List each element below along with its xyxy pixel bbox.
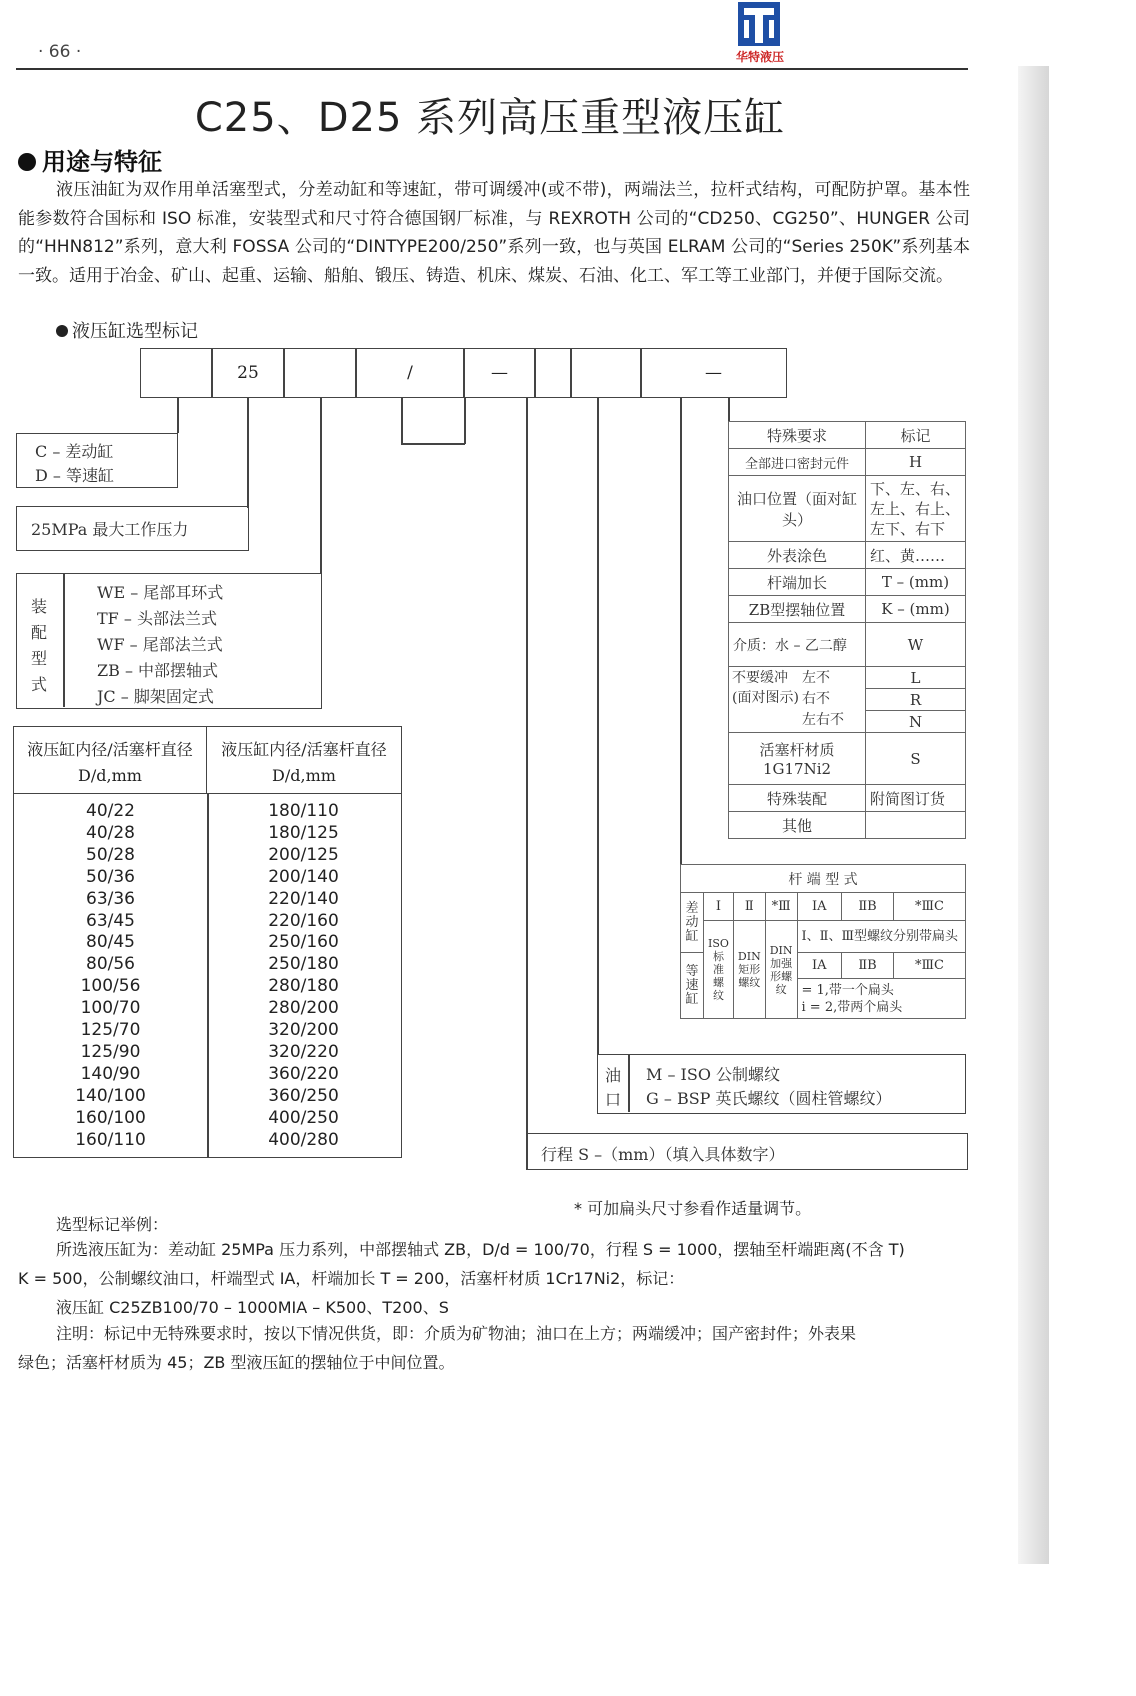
connector-line — [401, 443, 465, 445]
special-req: 活塞杆材质 1G17Ni2 — [729, 733, 866, 785]
size-value: 280/200 — [268, 998, 339, 1019]
special-req: 特殊装配 — [729, 785, 866, 812]
logo-text: 华特液压 — [735, 50, 784, 64]
connector-line — [728, 398, 730, 422]
code-cell-rod-end — [570, 348, 642, 398]
example-heading: 选型标记举例： — [56, 1215, 169, 1234]
mounting-option-tf: TF – 头部法兰式 — [97, 609, 217, 628]
pressure-label: 25MPa 最大工作压力 — [31, 520, 189, 539]
size-value: 100/56 — [80, 976, 141, 997]
port-box — [597, 1054, 966, 1114]
size-header-text: 液压缸内径/活塞杆直径 — [221, 740, 387, 759]
header-rule — [16, 68, 968, 70]
size-value: 63/36 — [86, 888, 135, 909]
section-heading-text: 用途与特征 — [42, 148, 162, 176]
mounting-box — [16, 573, 322, 709]
type-option-d: D – 等速缸 — [35, 466, 115, 485]
special-req: 外表涂色 — [729, 542, 866, 569]
page-number: · 66 · — [38, 42, 82, 62]
rod-end-note — [797, 979, 966, 1019]
size-header-unit: D/d,mm — [272, 766, 336, 785]
size-header-text: 液压缸内径/活塞杆直径 — [27, 740, 193, 759]
rod-end-type: Ⅰ — [704, 893, 734, 921]
cushion-sub: 左右不 — [802, 712, 844, 728]
footnote: * 可加扁头尺寸参看作适量调节。 — [574, 1199, 812, 1218]
cushion-sub: 左不 — [802, 670, 830, 686]
special-req-cushion — [729, 667, 866, 733]
size-value: 280/180 — [268, 976, 339, 997]
subheading-text: 液压缸选型标记 — [72, 321, 198, 342]
special-mark: S — [866, 733, 966, 785]
bore-rod-size-table — [13, 726, 402, 1158]
mounting-option-wf: WF – 尾部法兰式 — [97, 635, 223, 654]
size-value: 180/125 — [268, 822, 339, 843]
code-cell-size: / — [355, 348, 465, 398]
size-value: 250/160 — [268, 932, 339, 953]
mounting-option-we: WE – 尾部耳环式 — [97, 583, 224, 602]
size-header-right — [207, 727, 401, 794]
pressure-box — [16, 506, 249, 551]
code-cell-type — [140, 348, 213, 398]
special-req: 其他 — [729, 812, 866, 839]
brand-logo — [728, 2, 792, 68]
rod-end-type: ⅠA — [797, 893, 842, 921]
rod-end-type: *Ⅲ — [765, 893, 797, 921]
rod-end-type: ⅠA — [797, 953, 842, 979]
mounting-label-char: 式 — [31, 675, 48, 694]
special-mark: K – (mm) — [866, 596, 966, 623]
special-req: 不要缓冲(面对图示) — [732, 670, 799, 706]
size-value: 360/220 — [268, 1063, 339, 1084]
size-value: 140/100 — [75, 1085, 146, 1106]
rod-end-type: ⅡB — [842, 893, 894, 921]
special-req: 全部进口密封元件 — [729, 449, 866, 476]
rod-end-std: DIN矩形螺纹 — [733, 921, 765, 1019]
subheading — [56, 317, 198, 343]
special-mark: 红、黄…… — [866, 542, 966, 569]
size-value: 220/140 — [268, 888, 339, 909]
section-heading — [18, 142, 162, 177]
rod-end-std: DIN加强形螺纹 — [765, 921, 797, 1019]
size-value: 180/110 — [268, 801, 339, 821]
rod-end-left-label: 等速缸 — [681, 953, 704, 1019]
rod-end-note: Ⅰ、Ⅱ、Ⅲ型螺纹分别带扁头 — [797, 921, 966, 953]
special-req: 油口位置（面对缸头） — [729, 476, 866, 542]
rod-end-note-line: = 1,带一个扁头 — [801, 982, 894, 998]
page-title: C25、D25 系列高压重型液压缸 — [194, 95, 786, 141]
size-list-left — [14, 801, 207, 1152]
size-value: 50/36 — [86, 866, 135, 887]
cushion-sub: 右不 — [802, 691, 830, 707]
example-line: 所选液压缸为：差动缸 25MPa 压力系列，中部摆轴式 ZB，D/d = 100/70，行程 S = 1000，摆轴至杆端距离(不含 T) — [56, 1240, 905, 1259]
bullet-icon — [18, 153, 36, 171]
special-requirements-table — [728, 421, 966, 839]
code-cell-special: — — [640, 348, 787, 398]
special-mark: L — [866, 667, 966, 689]
type-option-c: C – 差动缸 — [35, 442, 114, 461]
size-value: 140/90 — [80, 1063, 141, 1084]
size-value: 63/45 — [86, 910, 135, 931]
port-option-g: G – BSP 英氏螺纹（圆柱管螺纹） — [646, 1089, 892, 1108]
size-value: 80/45 — [86, 932, 135, 953]
stroke-box — [526, 1133, 968, 1170]
special-mark — [866, 812, 966, 839]
special-mark: W — [866, 623, 966, 667]
mounting-option-jc: JC – 脚架固定式 — [97, 687, 214, 706]
size-header-unit: D/d,mm — [78, 766, 142, 785]
size-value: 40/28 — [86, 822, 135, 843]
size-value: 80/56 — [86, 954, 135, 975]
example-line: K = 500，公制螺纹油口，杆端型式 ⅠA，杆端加长 T = 200，活塞杆材质 1Cr17Ni2，标记： — [18, 1269, 685, 1288]
stroke-label: 行程 S –（mm）（填入具体数字） — [541, 1145, 785, 1164]
size-list-right — [207, 801, 400, 1152]
connector-line — [464, 398, 466, 444]
size-value: 200/125 — [268, 844, 339, 865]
connector-line — [680, 398, 682, 864]
mounting-label-char: 型 — [31, 649, 48, 668]
mounting-option-zb: ZB – 中部摆轴式 — [97, 661, 219, 680]
special-mark: 下、左、右、左上、右上、左下、右下 — [866, 476, 966, 542]
rod-end-left-label: 差动缸 — [681, 893, 704, 953]
special-mark: 附简图订货 — [866, 785, 966, 812]
size-value: 125/70 — [80, 1020, 141, 1041]
special-header-req: 特殊要求 — [729, 422, 866, 449]
special-req: 介质：水 – 乙二醇 — [729, 623, 866, 667]
rod-end-note-line: i = 2,带两个扁头 — [801, 999, 903, 1015]
size-value: 400/280 — [268, 1129, 339, 1150]
example-note: 注明：标记中无特殊要求时，按以下情况供货，即：介质为矿物油；油口在上方；两端缓冲；国产密封件；外表果 — [56, 1324, 857, 1343]
size-value: 220/160 — [268, 910, 339, 931]
rod-end-table — [680, 864, 966, 1019]
connector-line — [597, 398, 599, 1054]
rod-end-title: 杆 端 型 式 — [681, 865, 966, 893]
size-value: 160/110 — [75, 1129, 146, 1150]
rod-end-std: ISO标准螺纹 — [704, 921, 734, 1019]
special-req: ZB型摆轴位置 — [729, 596, 866, 623]
special-header-mark: 标记 — [866, 422, 966, 449]
code-cell-port — [534, 348, 572, 398]
port-label-char: 口 — [605, 1090, 622, 1109]
example-note: 绿色；活塞杆材质为 45；ZB 型液压缸的摆轴位于中间位置。 — [18, 1353, 455, 1372]
rod-end-type: *ⅢC — [893, 893, 965, 921]
size-value: 320/200 — [268, 1020, 339, 1041]
special-req: 杆端加长 — [729, 569, 866, 596]
size-header-left — [14, 727, 207, 794]
size-value: 250/180 — [268, 954, 339, 975]
size-value: 360/250 — [268, 1085, 339, 1106]
code-cell-stroke: — — [463, 348, 536, 398]
size-value: 125/90 — [80, 1041, 141, 1062]
code-cell-pressure: 25 — [211, 348, 285, 398]
connector-line — [247, 398, 249, 508]
size-value: 160/100 — [75, 1107, 146, 1128]
example-code: 液压缸 C25ZB100/70 – 1000MIA – K500、T200、S — [56, 1298, 449, 1317]
connector-line — [320, 398, 322, 574]
bullet-icon — [56, 325, 68, 337]
connector-line — [177, 398, 179, 433]
rod-end-type: *ⅢC — [893, 953, 965, 979]
connector-line — [526, 398, 528, 1170]
mounting-label-char: 装 — [31, 597, 48, 616]
port-label-char: 油 — [605, 1066, 622, 1085]
connector-line — [401, 398, 403, 444]
size-value: 50/28 — [86, 844, 135, 865]
size-value: 100/70 — [80, 998, 141, 1019]
special-mark: R — [866, 689, 966, 711]
page-edge-shadow — [1018, 66, 1049, 1564]
rod-end-type: Ⅱ — [733, 893, 765, 921]
logo-mark-icon — [738, 2, 780, 46]
size-value: 200/140 — [268, 866, 339, 887]
intro-paragraph: 液压油缸为双作用单活塞型式，分差动缸和等速缸，带可调缓冲(或不带)，两端法兰，拉杆式结构，可配防护罩。基本性能参数符合国标和 ISO 标准，安装型式和尺寸符合德国钢厂标准，与 REXROTH 公司的“CD250、CG250”、HUNGER 公司的“HHN812”系列，意大利 FOSSA 公司的“DINTYPE200/250”系列一致，也与英国 ELRAM 公司的“Series 250K”系列基本一致。适用于冶金、矿山、起重、运输、船舶、锻压、铸造、机床、煤炭、石油、化工、军工等工业部门，并便于国际交流。 — [18, 180, 970, 286]
special-mark: T – (mm) — [866, 569, 966, 596]
type-box — [16, 433, 178, 488]
size-value: 40/22 — [86, 801, 135, 821]
special-mark: H — [866, 449, 966, 476]
size-value: 400/250 — [268, 1107, 339, 1128]
special-mark: N — [866, 711, 966, 733]
size-value: 320/220 — [268, 1041, 339, 1062]
mounting-label-char: 配 — [31, 623, 48, 642]
rod-end-type: ⅡB — [842, 953, 894, 979]
port-option-m: M – ISO 公制螺纹 — [646, 1065, 781, 1084]
code-cell-mounting — [283, 348, 357, 398]
